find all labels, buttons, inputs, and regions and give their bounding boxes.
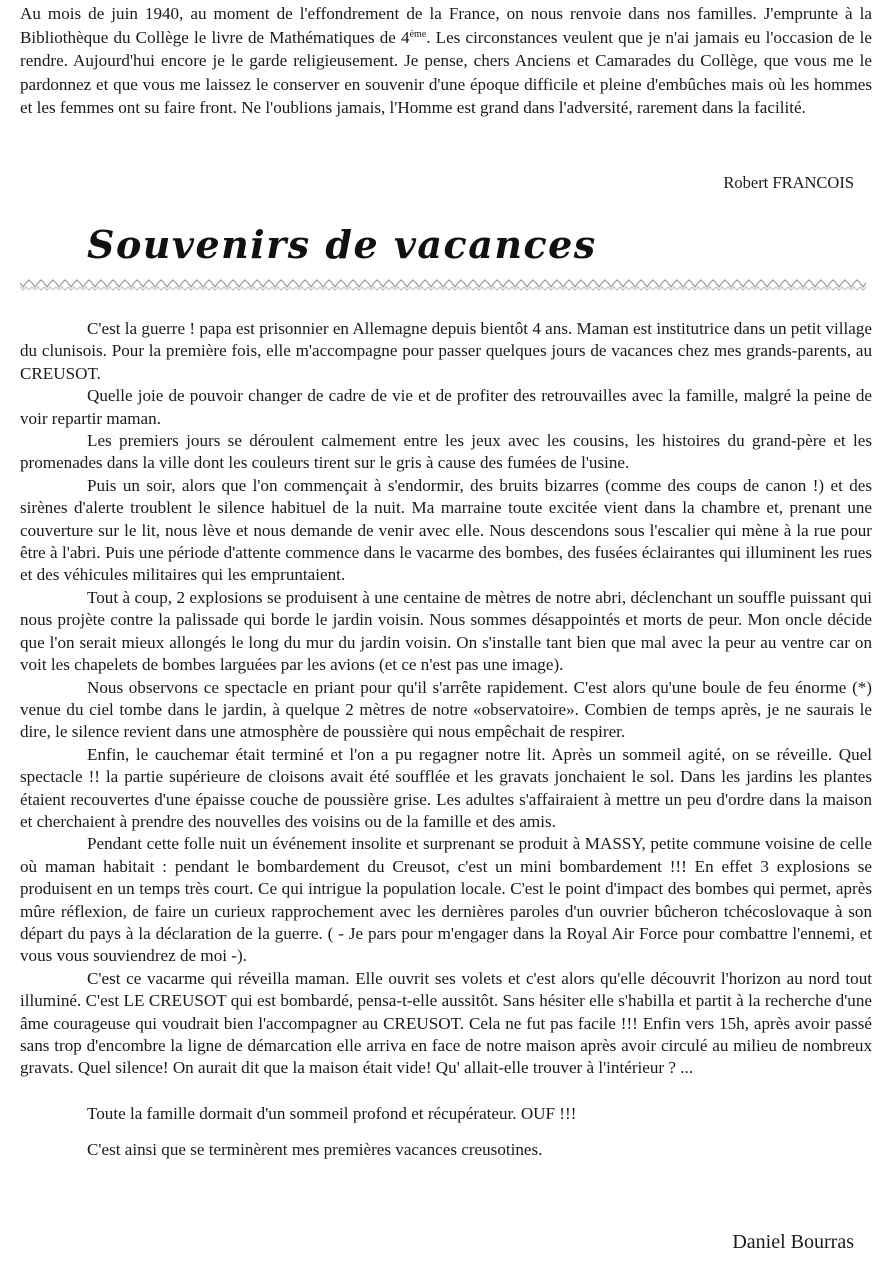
intro-signature: Robert FRANCOIS [723, 173, 854, 192]
article-signature: Daniel Bourras [732, 1231, 854, 1253]
closing-line-2: C'est ainsi que se terminèrent mes premières vacances creusotines. [87, 1140, 543, 1159]
article-paragraph: Enfin, le cauchemar était terminé et l'on a pu regagner notre lit. Après un sommeil agité, on se réveille. Quel spectacle !! la partie supérieure de cloisons avait été soufflée et les gravats jonchaient le sol. Dans les jardins les plantes étaient recouvertes d'une épaisse couche de poussière grise. Les adultes s'affairaient à mettre un peu d'ordre dans la maison et cherchaient à prendre des nouvelles des voisins ou de la famille et des amis. [20, 744, 872, 831]
intro-text-part-2: . Les circonstances veulent que je n'ai jamais eu l'occasion de le rendre. Aujourd'hui encore je le garde religieusement. Je pense, chers Anciens et Camarades du Collège, que vous me le pardonnez et que vous me laissez le conserver en souvenir d'une époque difficile et pleine d'embûches mais où les hommes et les femmes ont su faire front. Ne l'oublions jamais, l'Homme est grand dans l'adversité, rarement dans la facilité. [20, 27, 872, 117]
article-body [20, 318, 872, 1080]
article-paragraph: Pendant cette folle nuit un événement insolite et surprenant se produit à MASSY, petite commune voisine de celle où maman habitait : pendant le bombardement du Creusot, c'est un mini bombardement !!! En effet 3 explosions se produisent en un temps très court. Ce qui intrigue la population locale. C'est le point d'impact des bombes qui permet, après mûre réflexion, de faire un curieux rapprochement avec les dernières paroles d'un ouvrier bûcheron tchécoslovaque à son départ du pays à la déclaration de la guerre. ( - Je pars pour m'engager dans la Royal Air Force pour combattre l'ennemi, et vous vous souviendrez de moi -). [20, 834, 872, 966]
article-paragraph: Quelle joie de pouvoir changer de cadre de vie et de profiter des retrouvailles avec la famille, malgré la peine de voir repartir maman. [20, 386, 872, 428]
article-paragraph: C'est ce vacarme qui réveilla maman. Elle ouvrit ses volets et c'est alors qu'elle découvrit l'horizon au nord tout illuminé. C'est LE CREUSOT qui est bombardé, pensa-t-elle aussitôt. Sans hésiter elle s'habilla et partit à la recherche d'une âme courageuse qui voudrait bien l'accompagner au CREUSOT. Cela ne fut pas facile !!! Enfin vers 15h, après avoir passé sans trop d'encombre la ligne de démarcation elle arriva en face de notre maison après avoir circulé au milieu de nombreux gravats. Quel silence! On aurait dit que la maison était vide! Qu' allait-elle trouver à l'intérieur ? ... [20, 968, 872, 1078]
article-paragraph: Nous observons ce spectacle en priant pour qu'il s'arrête rapidement. C'est alors qu'une boule de feu énorme (*) venue du ciel tombe dans le jardin, à quelque 2 mètres de notre «observatoire». Combien de temps après, je ne saurais le dire, le silence revient dans une atmosphère de poussière qui nous empêchait de respirer. [20, 677, 872, 742]
closing-line-1: Toute la famille dormait d'un sommeil profond et récupérateur. OUF !!! [87, 1104, 577, 1123]
intro-text-part-1: Au mois de juin 1940, au moment de l'effondrement de la France, on nous renvoie dans nos familles. J'emprunte à la Bibliothèque du Collège le livre de Mathématiques de 4 [20, 4, 872, 47]
article-paragraph: Les premiers jours se déroulent calmement entre les jeux avec les cousins, les histoires du grand-père et les promenades dans la ville dont les couleurs tirent sur le gris à cause des fumées de l'usine. [20, 431, 872, 473]
article-title: Souvenirs de vacances [87, 222, 597, 267]
decorative-wave-divider [20, 279, 866, 291]
article-paragraph: C'est la guerre ! papa est prisonnier en Allemagne depuis bientôt 4 ans. Maman est institutrice dans un petit village du clunisois. Pour la première fois, elle m'accompagne pour passer quelques jours de vacances chez mes grands-parents, au CREUSOT. [20, 319, 872, 383]
intro-paragraph [20, 2, 872, 120]
article-paragraph: Puis un soir, alors que l'on commençait à s'endormir, des bruits bizarres (comme des coups de canon !) et des sirènes d'alerte troublent le silence habituel de la nuit. Ma marraine toute excitée vient dans la chambre et, prenant une couverture sur le lit, nous lève et nous demande de venir avec elle. Nous descendons sous l'escalier qui mène à la rue pour être à l'abri. Puis une période d'attente commence dans le vacarme des bombes, des fusées éclairantes qui illuminent les rues et des véhicules militaires qui les empruntaient. [20, 475, 872, 585]
intro-superscript: ème [409, 28, 427, 40]
article-paragraph: Tout à coup, 2 explosions se produisent à une centaine de mètres de notre abri, déclenchant un souffle puissant qui nous projète contre la palissade qui borde le jardin voisin. Nous sommes désappointés et morts de peur. Mon oncle décide que l'on serait mieux allongés le long du mur du jardin voisin. On s'installe tant bien que mal avec la peur au ventre car on voit les chapelets de bombes larguées par les avions (et ce n'est pas une image). [20, 587, 872, 675]
